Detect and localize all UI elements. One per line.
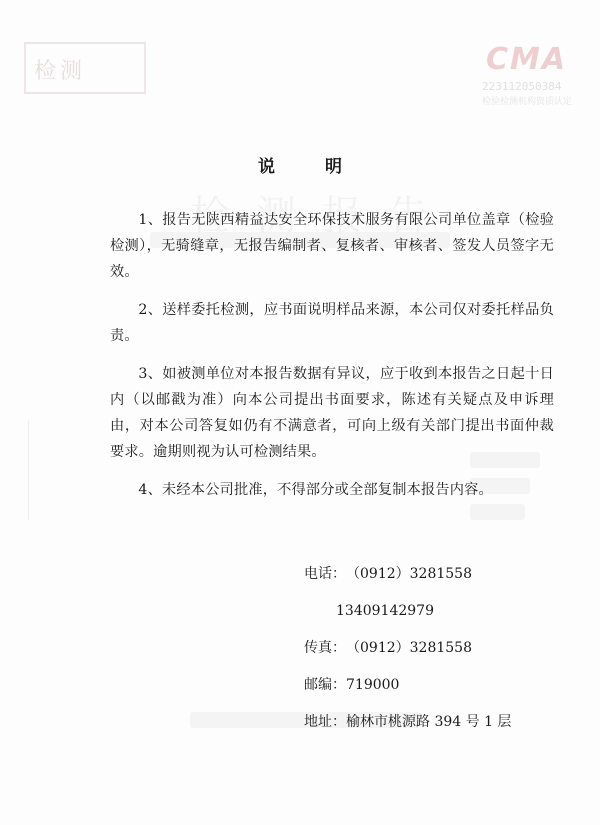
- phone-label: 电话：: [304, 566, 346, 582]
- phone-value: （0912）3281558: [346, 566, 472, 582]
- note-item: 3、如被测单位对本报告数据有异议，应于收到本报告之日起十日内（以邮戳为准）向本公司提出书面要求，陈述有关疑点及申诉理由，对本公司答复如仍有不满意者，可向上级有关部门提出书面仲裁要求。逾期则视为认可检测结果。: [110, 366, 554, 460]
- cma-subtext: 检验检测机构资质认定: [482, 97, 573, 107]
- address-value: 榆林市桃源路 394 号 1 层: [346, 714, 512, 730]
- cma-number: 223112050384: [482, 80, 562, 93]
- cma-logo: CMA: [486, 42, 568, 77]
- note-item: 1、报告无陕西精益达安全环保技术服务有限公司单位盖章（检验检测），无骑缝章，无报告编制者、复核者、审核者、签发人员签字无效。: [110, 212, 554, 280]
- page-edge-mark: [28, 420, 39, 520]
- seal-stamp-left-text: 检测: [34, 59, 87, 84]
- contact-fax-row: [304, 638, 511, 675]
- mobile-value: 13409142979: [336, 603, 434, 619]
- postcode-value: 719000: [346, 677, 400, 693]
- contact-phone-row: [304, 564, 511, 601]
- contact-block: [304, 564, 511, 749]
- contact-address-row: [304, 712, 511, 749]
- note-item: 4、未经本公司批准，不得部分或全部复制本报告内容。: [138, 482, 493, 498]
- note-item: 2、送样委托检测，应书面说明样品来源，本公司仅对委托样品负责。: [110, 302, 554, 344]
- contact-postcode-row: [304, 675, 511, 712]
- contact-mobile-row: [304, 601, 511, 638]
- cma-stamp: [482, 40, 582, 116]
- fax-label: 传真：: [304, 640, 346, 656]
- address-label: 地址：: [304, 714, 346, 730]
- postcode-label: 邮编：: [304, 677, 346, 693]
- notes-list: [110, 207, 554, 515]
- fax-value: （0912）3281558: [346, 640, 472, 656]
- seal-stamp-left: [24, 42, 146, 94]
- page-title: 说 明: [258, 157, 364, 177]
